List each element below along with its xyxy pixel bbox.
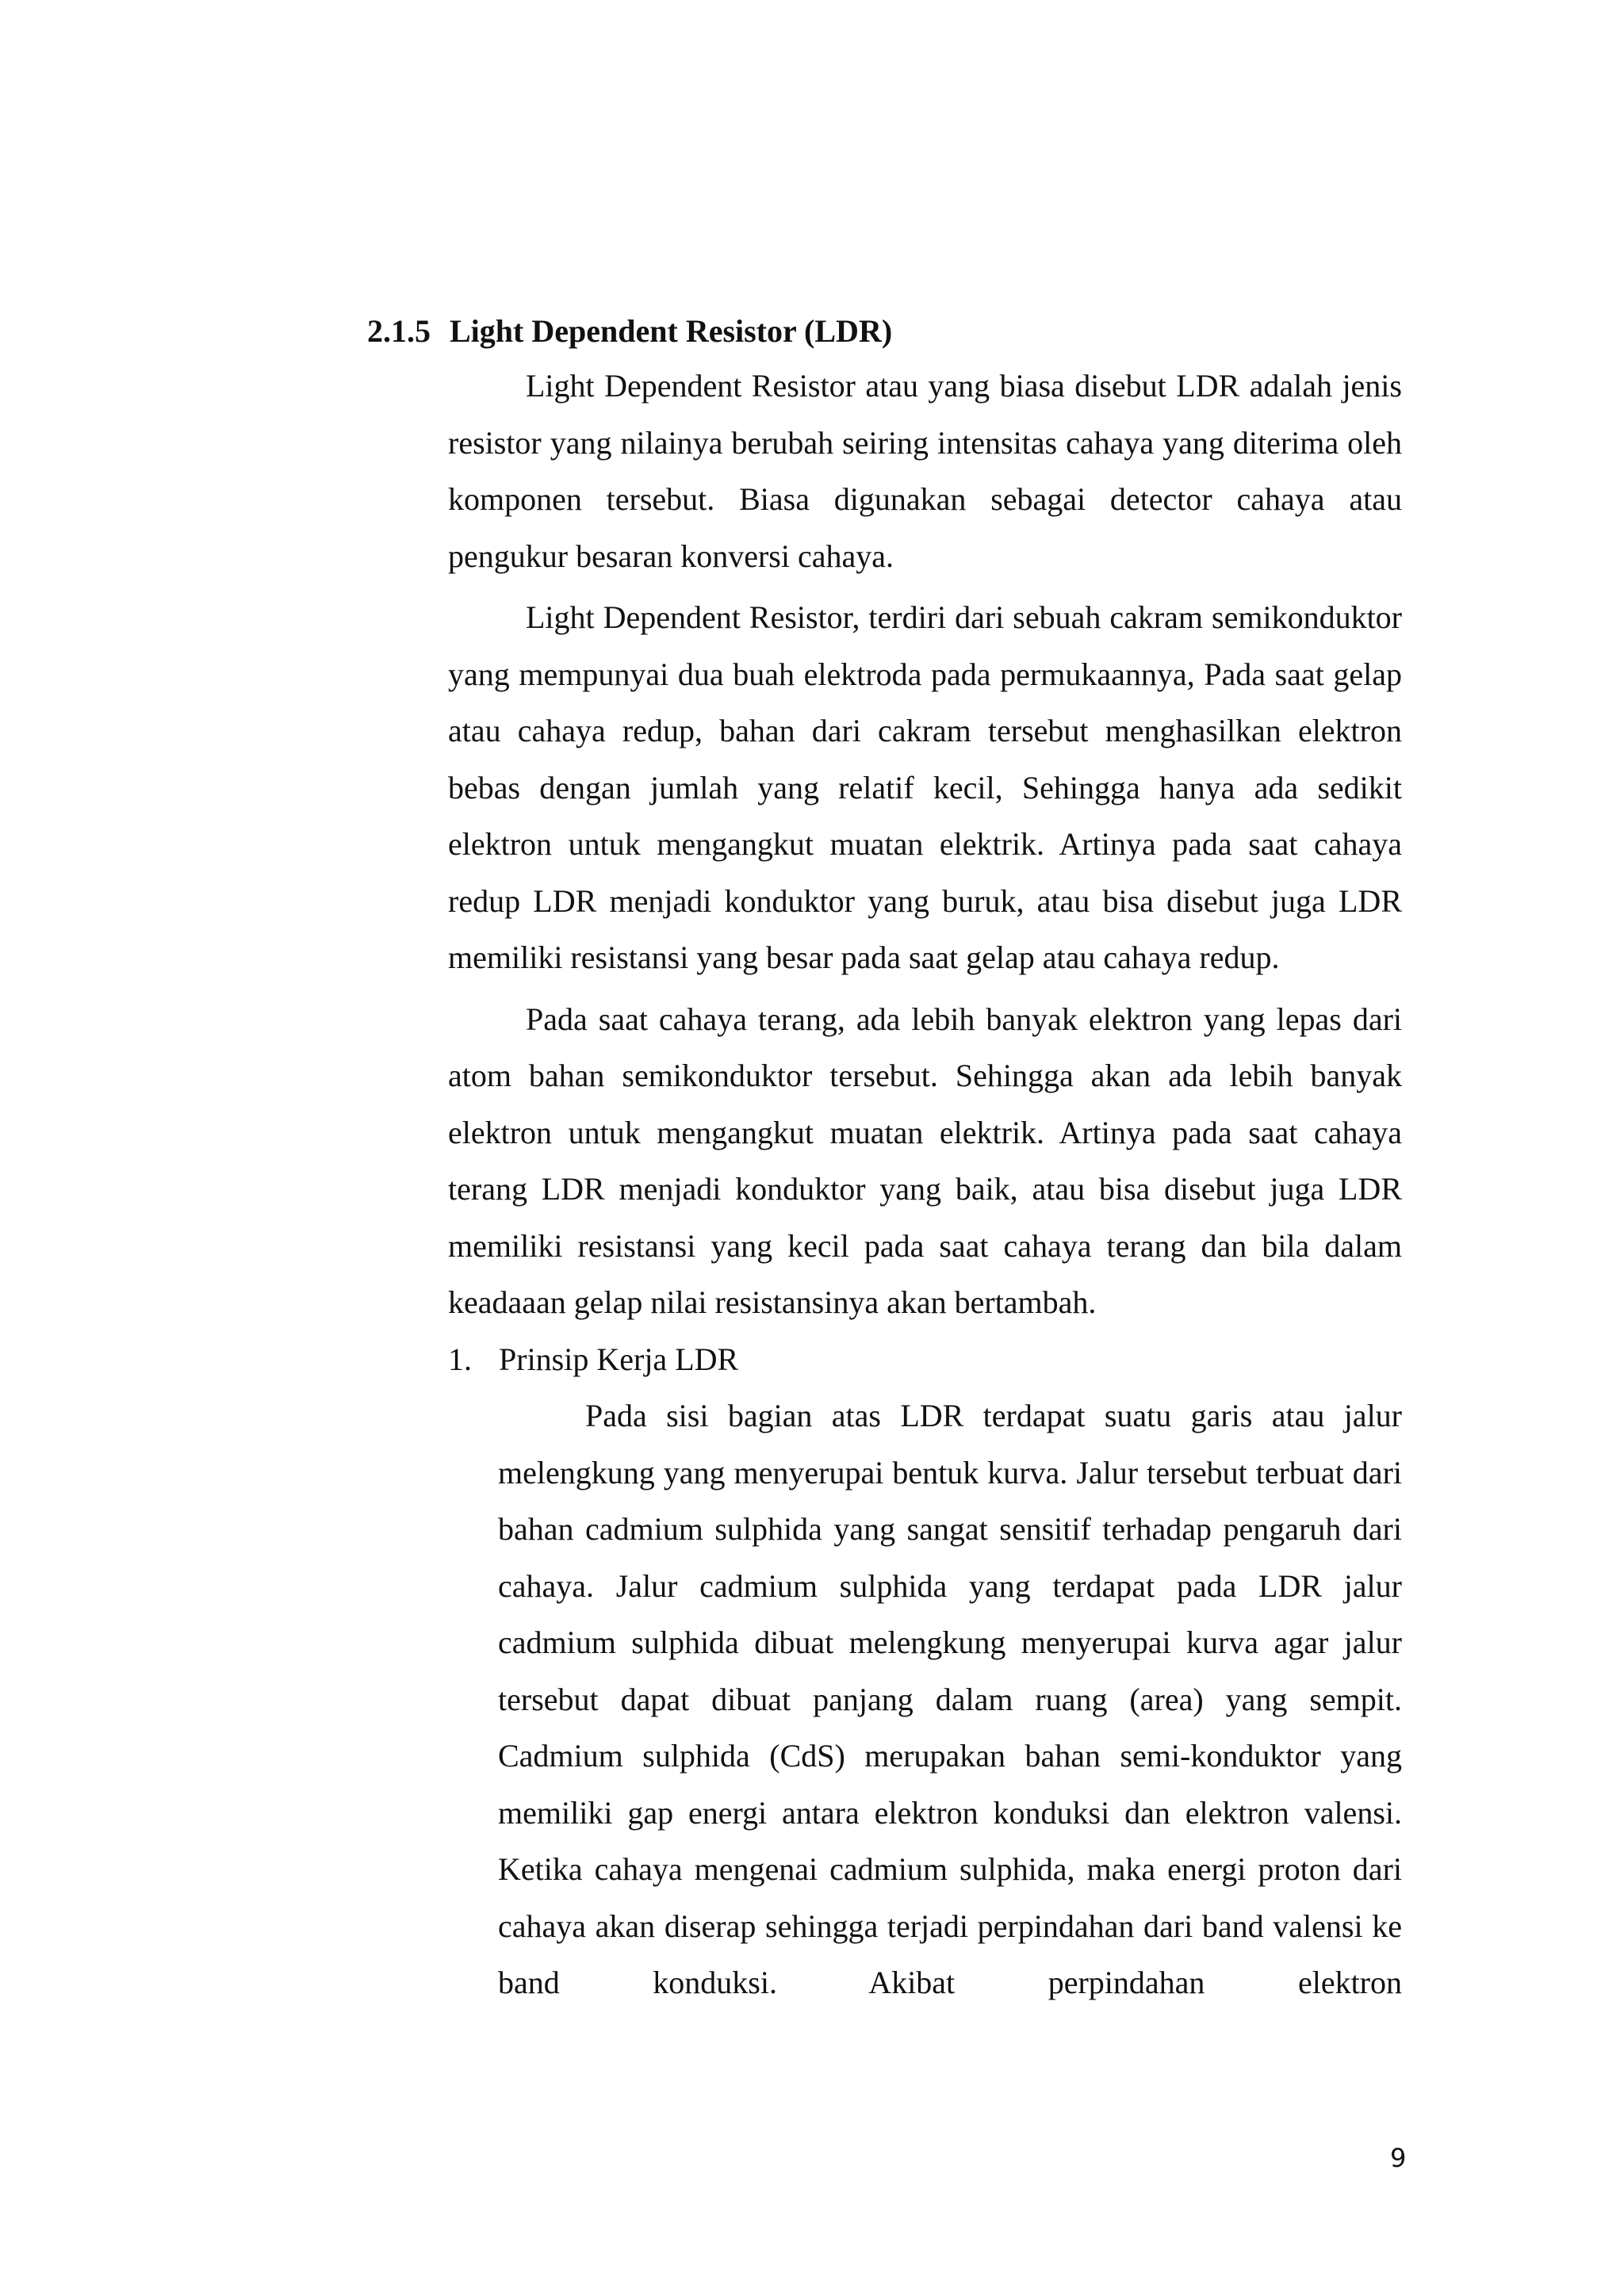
page-number: 9	[1390, 2143, 1407, 2173]
section-body	[448, 358, 1402, 2011]
list-item-number: 1.	[448, 1341, 472, 1377]
paragraph-3: Pada saat cahaya terang, ada lebih banyak elektron yang lepas dari atom bahan semikonduktor tersebut. Sehingga akan ada lebih banyak elektron untuk mengangkut muatan elektrik. Artinya pada saat cahaya terang LDR menjadi konduktor yang baik, atau bisa disebut juga LDR memiliki resistansi yang kecil pada saat cahaya terang dan bila dalam keadaaan gelap nilai resistansinya akan bertambah.	[448, 1001, 1402, 1320]
section-number: 2.1.5	[367, 313, 431, 349]
list-item-body	[498, 1387, 1402, 2011]
section-title: Light Dependent Resistor (LDR)	[450, 313, 893, 349]
paragraph-2: Light Dependent Resistor, terdiri dari sebuah cakram semikonduktor yang mempunyai dua buah elektroda pada permukaannya, Pada saat gelap atau cahaya redup, bahan dari cakram tersebut menghasilkan elektron bebas dengan jumlah yang relatif kecil, Sehingga hanya ada sedikit elektron untuk mengangkut muatan elektrik. Artinya pada saat cahaya redup LDR menjadi konduktor yang buruk, atau bisa disebut juga LDR memiliki resistansi yang besar pada saat gelap atau cahaya redup.	[448, 599, 1402, 975]
list-item-heading	[448, 1331, 1402, 1388]
section-heading	[367, 309, 892, 354]
paragraph-1: Light Dependent Resistor atau yang biasa disebut LDR adalah jenis resistor yang nilainya berubah seiring intensitas cahaya yang diterima oleh komponen tersebut. Biasa digunakan sebagai detector cahaya atau pengukur besaran konversi cahaya.	[448, 368, 1402, 574]
list-item-paragraph: Pada sisi bagian atas LDR terdapat suatu garis atau jalur melengkung yang menyerupai bentuk kurva. Jalur tersebut terbuat dari bahan cadmium sulphida yang sangat sensitif terhadap pengaruh dari cahaya. Jalur cadmium sulphida yang terdapat pada LDR jalur cadmium sulphida dibuat melengkung menyerupai kurva agar jalur tersebut dapat dibuat panjang dalam ruang (area) yang sempit. Cadmium sulphida (CdS) merupakan bahan semi-konduktor yang memiliki gap energi antara elektron konduksi dan elektron valensi. Ketika cahaya mengenai cadmium sulphida, maka energi proton dari cahaya akan diserap sehingga terjadi perpindahan dari band valensi ke band konduksi. Akibat perpindahan elektron	[498, 1398, 1402, 2000]
list-item-title: Prinsip Kerja LDR	[499, 1341, 739, 1377]
